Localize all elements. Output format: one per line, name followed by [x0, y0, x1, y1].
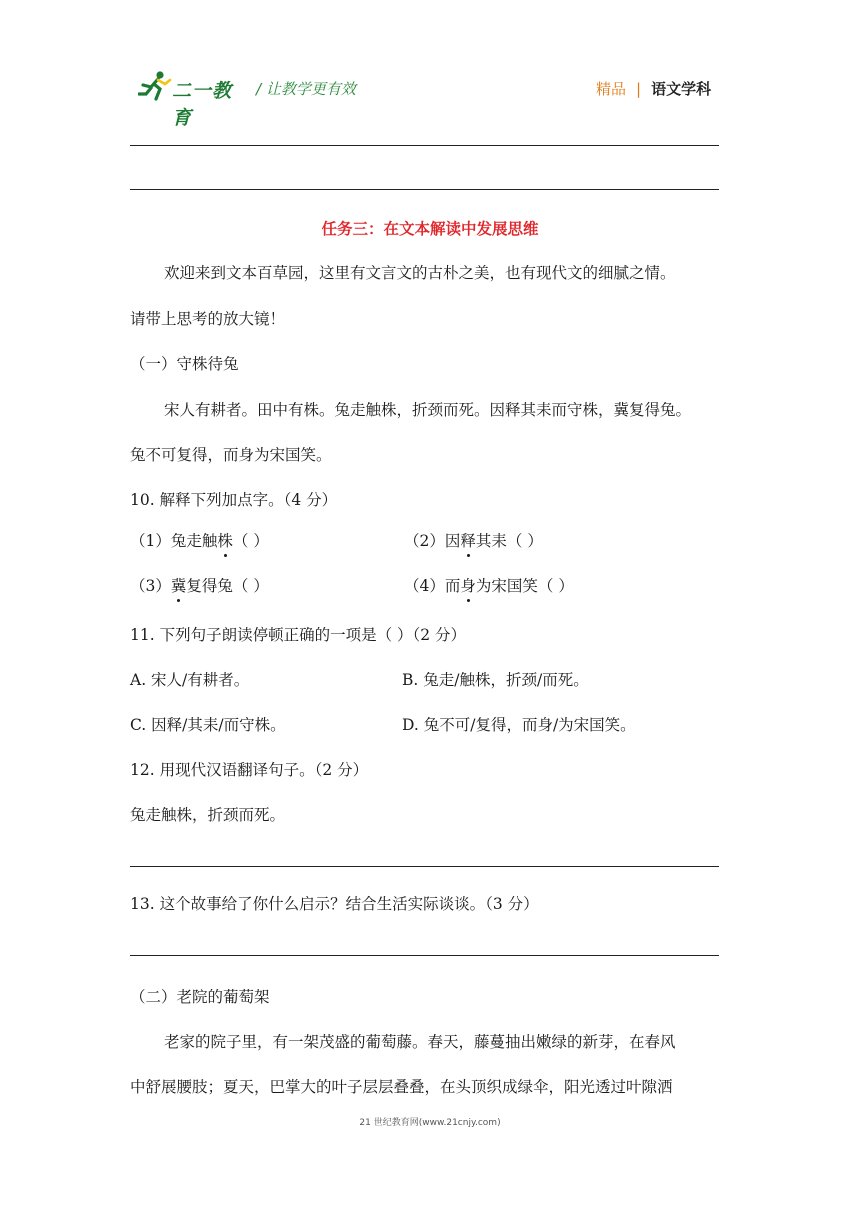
passage-line: 老家的院子里，有一架茂盛的葡萄藤。春天，藤蔓抽出嫩绿的新芽，在春风: [164, 1033, 676, 1051]
item-suffix: （ ）: [232, 532, 269, 550]
question-10-stem: 10. 解释下列加点字。（4 分）: [130, 491, 338, 509]
option-a: A. 宋人/有耕者。: [130, 671, 250, 689]
question-13-stem: 13. 这个故事给了你什么启示？结合生活实际谈谈。（3 分）: [130, 895, 539, 913]
tag-separator: |: [636, 80, 642, 98]
page-footer: 21 世纪教育网(www.21cnjy.com): [359, 1118, 501, 1128]
option-c: C. 因释/其耒/而守株。: [130, 716, 286, 734]
question-12-stem: 12. 用现代汉语翻译句子。（2 分）: [130, 761, 369, 779]
option-b: B. 兔走/触株，折颈/而死。: [402, 671, 589, 689]
dotted-char: 冀: [170, 577, 187, 595]
intro-line: 欢迎来到文本百草园，这里有文言文的古朴之美，也有现代文的细腻之情。: [164, 264, 676, 282]
passage-line: 兔不可复得，而身为宋国笑。: [130, 446, 332, 464]
logo: [138, 70, 248, 129]
answer-line: [130, 955, 719, 956]
item-prefix: （4）而: [404, 577, 461, 595]
header-tags: [596, 78, 711, 99]
item-prefix: （1）兔走触: [130, 532, 218, 550]
answer-line: [130, 866, 719, 867]
item-suffix: 其耒（ ）: [475, 532, 543, 550]
runner-logo-icon: [138, 70, 172, 102]
dotted-char: 身: [460, 577, 476, 595]
option-d: D. 兔不可/复得，而身/为宋国笑。: [402, 716, 636, 734]
question-10-item: [404, 531, 543, 551]
item-suffix: 为宋国笑（ ）: [475, 577, 574, 595]
question-11-stem: 11. 下列句子朗读停顿正确的一项是（ ）（2 分）: [130, 626, 467, 644]
question-12-sentence: 兔走触株，折颈而死。: [130, 806, 286, 824]
item-prefix: （2）因: [404, 532, 461, 550]
slogan: / 让教学更有效: [256, 80, 356, 98]
premium-tag: 精品: [596, 80, 627, 98]
item-suffix: 复得兔（ ）: [186, 577, 269, 595]
dotted-char: 株: [217, 532, 233, 550]
section-heading: （二）老院的葡萄架: [130, 988, 270, 1006]
question-10-item: [130, 531, 269, 551]
dotted-char: 释: [460, 532, 476, 550]
passage-line: 宋人有耕者。田中有株。兔走触株，折颈而死。因释其耒而守株，冀复得兔。: [164, 401, 692, 419]
intro-line: 请带上思考的放大镜！: [130, 310, 286, 328]
section-heading: （一）守株待兔: [130, 355, 239, 373]
task-title: 任务三：在文本解读中发展思维: [321, 220, 539, 238]
answer-line: [130, 145, 719, 146]
subject-tag: 语文学科: [651, 80, 712, 98]
item-prefix: （3）: [130, 577, 171, 595]
logo-text: 二一教育: [172, 80, 233, 129]
answer-line: [130, 189, 719, 190]
passage-line: 中舒展腰肢；夏天，巴掌大的叶子层层叠叠，在头顶织成绿伞，阳光透过叶隙洒: [130, 1078, 673, 1096]
question-10-item: [404, 576, 574, 596]
question-10-item: [130, 576, 269, 596]
